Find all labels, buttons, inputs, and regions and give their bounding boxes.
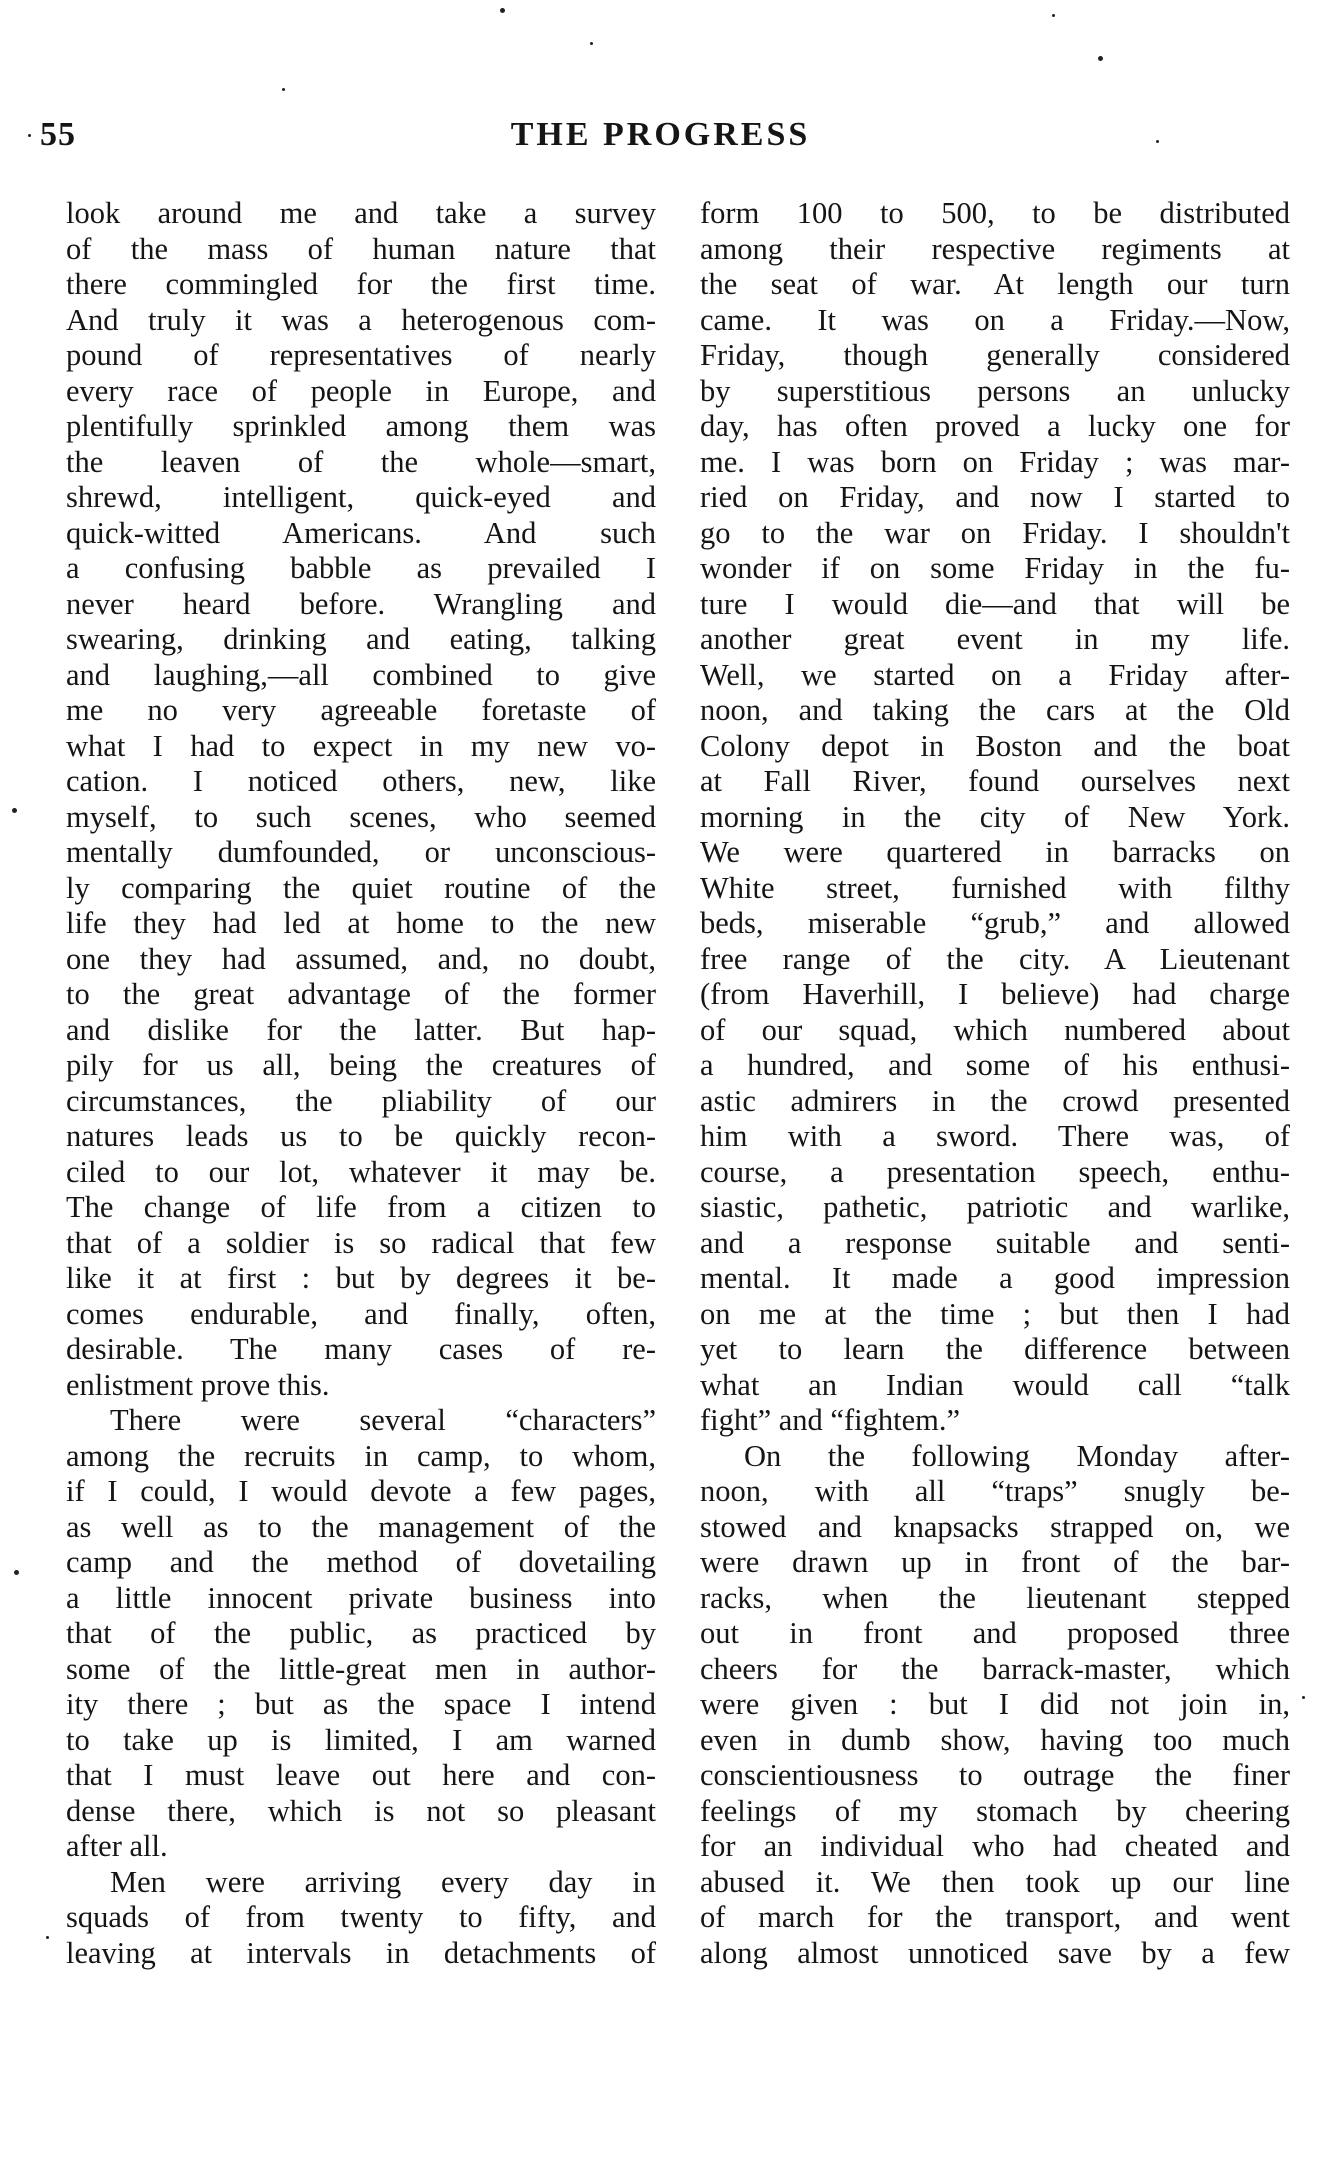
text-line: never heard before. Wrangling and [66, 586, 656, 621]
text-line: along almost unnoticed save by a few [700, 1935, 1290, 1970]
text-line: noon, and taking the cars at the Old [700, 693, 1290, 727]
text-line: ture I would die—and that will be [700, 586, 1290, 621]
text-line: of march for the transport, and went [700, 1900, 1290, 1934]
text-line: ly comparing the quiet routine of the [66, 870, 656, 905]
text-line: quick-witted Americans. And such [66, 515, 656, 550]
running-title: THE PROGRESS [510, 116, 811, 153]
text-line: form 100 to 500, to be distributed [700, 196, 1290, 230]
text-line: noon, with all “traps” snugly be- [700, 1474, 1290, 1508]
text-line: squads of from twenty to fifty, and [66, 1900, 656, 1934]
text-line: and laughing,—all combined to give [66, 657, 656, 692]
text-line: among their respective regiments at [700, 231, 1290, 266]
paragraph-start-line: Men were arriving every day in [110, 1864, 656, 1899]
text-line: cheers for the barrack-master, which [700, 1651, 1290, 1686]
scan-speck [500, 8, 505, 13]
text-line: stowed and knapsacks strapped on, we [700, 1509, 1290, 1544]
scan-speck [282, 88, 285, 91]
text-line: to take up is limited, I am warned [66, 1722, 656, 1757]
text-line: to the great advantage of the former [66, 977, 656, 1011]
text-line: natures leads us to be quickly recon- [66, 1119, 656, 1153]
text-line: that of the public, as practiced by [66, 1616, 656, 1650]
text-line: that of a soldier is so radical that few [66, 1225, 656, 1260]
scan-speck [46, 1936, 49, 1939]
text-line: and a response suitable and senti- [700, 1225, 1290, 1260]
text-line: Friday, though generally considered [700, 338, 1290, 372]
text-line: morning in the city of New York. [700, 799, 1290, 834]
text-line: came. It was on a Friday.—Now, [700, 302, 1290, 337]
text-line: go to the war on Friday. I shouldn't [700, 515, 1290, 550]
text-line: out in front and proposed three [700, 1616, 1290, 1650]
text-line: swearing, drinking and eating, talking [66, 622, 656, 656]
text-columns [66, 196, 1290, 2136]
page-number: 55 [40, 116, 76, 153]
text-line: astic admirers in the crowd presented [700, 1083, 1290, 1118]
left-column [66, 196, 656, 1971]
text-line: some of the little-great men in author- [66, 1651, 656, 1686]
text-line: myself, to such scenes, who seemed [66, 799, 656, 834]
text-line: day, has often proved a lucky one for [700, 409, 1290, 443]
text-line: him with a sword. There was, of [700, 1119, 1290, 1153]
text-line: yet to learn the difference between [700, 1332, 1290, 1366]
text-line: (from Haverhill, I believe) had charge [700, 977, 1290, 1011]
text-line: cation. I noticed others, new, like [66, 764, 656, 798]
right-column [700, 196, 1290, 1971]
paragraph-end-line: enlistment prove this. [66, 1367, 330, 1402]
paragraph-end-line: fight” and “fightem.” [700, 1403, 960, 1437]
text-line: free range of the city. A Lieutenant [700, 941, 1290, 976]
paragraph-start-line: There were several “characters” [110, 1403, 656, 1437]
text-line: beds, miserable “grub,” and allowed [700, 906, 1290, 940]
text-line: by superstitious persons an unlucky [700, 373, 1290, 408]
text-line: desirable. The many cases of re- [66, 1332, 656, 1366]
text-line: that I must leave out here and con- [66, 1758, 656, 1792]
text-line: dense there, which is not so pleasant [66, 1793, 656, 1828]
text-line: shrewd, intelligent, quick-eyed and [66, 480, 656, 514]
scan-speck [12, 808, 17, 813]
text-line: look around me and take a survey [66, 196, 656, 230]
text-line: ried on Friday, and now I started to [700, 480, 1290, 514]
text-line: pound of representatives of nearly [66, 338, 656, 372]
text-line: abused it. We then took up our line [700, 1864, 1290, 1899]
text-line: Well, we started on a Friday after- [700, 657, 1290, 692]
text-line: what an Indian would call “talk [700, 1367, 1290, 1402]
text-line: The change of life from a citizen to [66, 1190, 656, 1224]
text-line: of the mass of human nature that [66, 231, 656, 266]
scan-speck [14, 1570, 19, 1575]
text-line: Colony depot in Boston and the boat [700, 728, 1290, 763]
scan-speck [1302, 1696, 1305, 1699]
text-line: And truly it was a heterogenous com- [66, 302, 656, 337]
text-line: plentifully sprinkled among them was [66, 409, 656, 443]
text-line: mentally dumfounded, or unconscious- [66, 835, 656, 869]
text-line: racks, when the lieutenant stepped [700, 1580, 1290, 1615]
text-line: course, a presentation speech, enthu- [700, 1154, 1290, 1189]
text-line: another great event in my life. [700, 622, 1290, 656]
text-line: ity there ; but as the space I intend [66, 1687, 656, 1721]
text-line: were drawn up in front of the bar- [700, 1545, 1290, 1579]
text-line: among the recruits in camp, to whom, [66, 1438, 656, 1473]
text-line: a little innocent private business into [66, 1580, 656, 1615]
text-line: a confusing babble as prevailed I [66, 551, 656, 585]
text-line: siastic, pathetic, patriotic and warlike, [700, 1190, 1290, 1224]
text-line: there commingled for the first time. [66, 267, 656, 301]
scan-speck [590, 42, 593, 45]
text-line: what I had to expect in my new vo- [66, 728, 656, 763]
page-header [0, 116, 1321, 176]
text-line: leaving at intervals in detachments of [66, 1935, 656, 1970]
text-line: the leaven of the whole—smart, [66, 444, 656, 479]
text-line: as well as to the management of the [66, 1509, 656, 1544]
text-line: a hundred, and some of his enthusi- [700, 1048, 1290, 1082]
text-line: one they had assumed, and, no doubt, [66, 941, 656, 976]
text-line: like it at first : but by degrees it be- [66, 1261, 656, 1295]
text-line: We were quartered in barracks on [700, 835, 1290, 869]
text-line: wonder if on some Friday in the fu- [700, 551, 1290, 585]
text-line: comes endurable, and finally, often, [66, 1296, 656, 1331]
text-line: pily for us all, being the creatures of [66, 1048, 656, 1082]
scan-speck [1098, 56, 1103, 61]
text-line: every race of people in Europe, and [66, 373, 656, 408]
text-line: and dislike for the latter. But hap- [66, 1012, 656, 1047]
text-line: camp and the method of dovetailing [66, 1545, 656, 1579]
text-line: even in dumb show, having too much [700, 1722, 1290, 1757]
text-line: the seat of war. At length our turn [700, 267, 1290, 301]
paragraph-start-line: On the following Monday after- [744, 1438, 1290, 1473]
scan-speck [1156, 140, 1159, 143]
text-line: me. I was born on Friday ; was mar- [700, 444, 1290, 479]
text-line: at Fall River, found ourselves next [700, 764, 1290, 798]
text-line: ciled to our lot, whatever it may be. [66, 1154, 656, 1189]
text-line: if I could, I would devote a few pages, [66, 1474, 656, 1508]
text-line: me no very agreeable foretaste of [66, 693, 656, 727]
scan-speck [1052, 14, 1055, 17]
text-line: of our squad, which numbered about [700, 1012, 1290, 1047]
text-line: were given : but I did not join in, [700, 1687, 1290, 1721]
text-line: mental. It made a good impression [700, 1261, 1290, 1295]
text-line: circumstances, the pliability of our [66, 1083, 656, 1118]
scan-speck [28, 134, 31, 137]
text-line: conscientiousness to outrage the finer [700, 1758, 1290, 1792]
text-line: feelings of my stomach by cheering [700, 1793, 1290, 1828]
text-line: for an individual who had cheated and [700, 1829, 1290, 1863]
text-line: on me at the time ; but then I had [700, 1296, 1290, 1331]
text-line: life they had led at home to the new [66, 906, 656, 940]
text-line: White street, furnished with filthy [700, 870, 1290, 905]
paragraph-end-line: after all. [66, 1829, 168, 1863]
